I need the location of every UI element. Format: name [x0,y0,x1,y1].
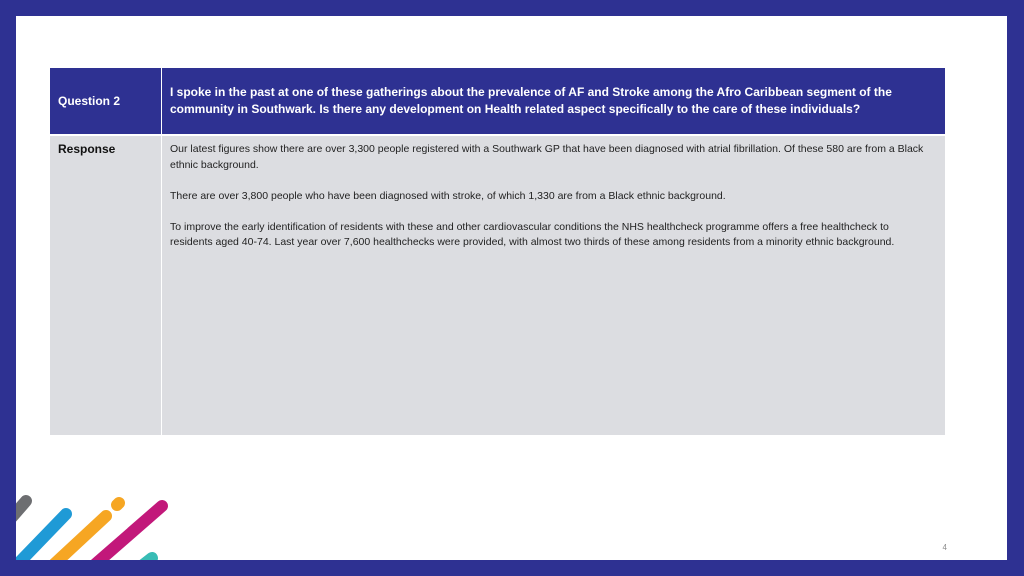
qa-table [50,68,945,435]
slide [16,16,1007,560]
question-row [50,68,945,134]
stripe-orange-dot [117,503,119,505]
response-label: Response [58,142,116,156]
response-text [162,136,945,435]
response-paragraph: To improve the early identification of residents with these and other cardiovascular conditions the NHS healthcheck programme offers a free healthcheck to residents aged 40-74. Last year over 7,600 healthchecks were provided, with almost two thirds of these among residents from a minority ethnic background. [170,220,895,248]
question-text: I spoke in the past at one of these gatherings about the prevalence of AF and Stroke among the Afro Caribbean segment of the community in Southwark. Is there any development on Health related aspect specifically to the care of these individuals? [170,85,892,116]
response-row [50,136,945,435]
stripe-grey [16,501,26,524]
decorative-stripes [16,476,216,560]
stripe-teal [116,558,152,560]
question-label: Question 2 [58,94,121,108]
response-paragraph: There are over 3,800 people who have been diagnosed with stroke, of which 1,330 are from a Black ethnic background. [170,189,726,202]
page-number: 4 [942,543,947,552]
response-paragraph: Our latest figures show there are over 3,300 people registered with a Southwark GP that have been diagnosed with atrial fibrillation. Of these 580 are from a Black ethnic background. [170,143,924,171]
